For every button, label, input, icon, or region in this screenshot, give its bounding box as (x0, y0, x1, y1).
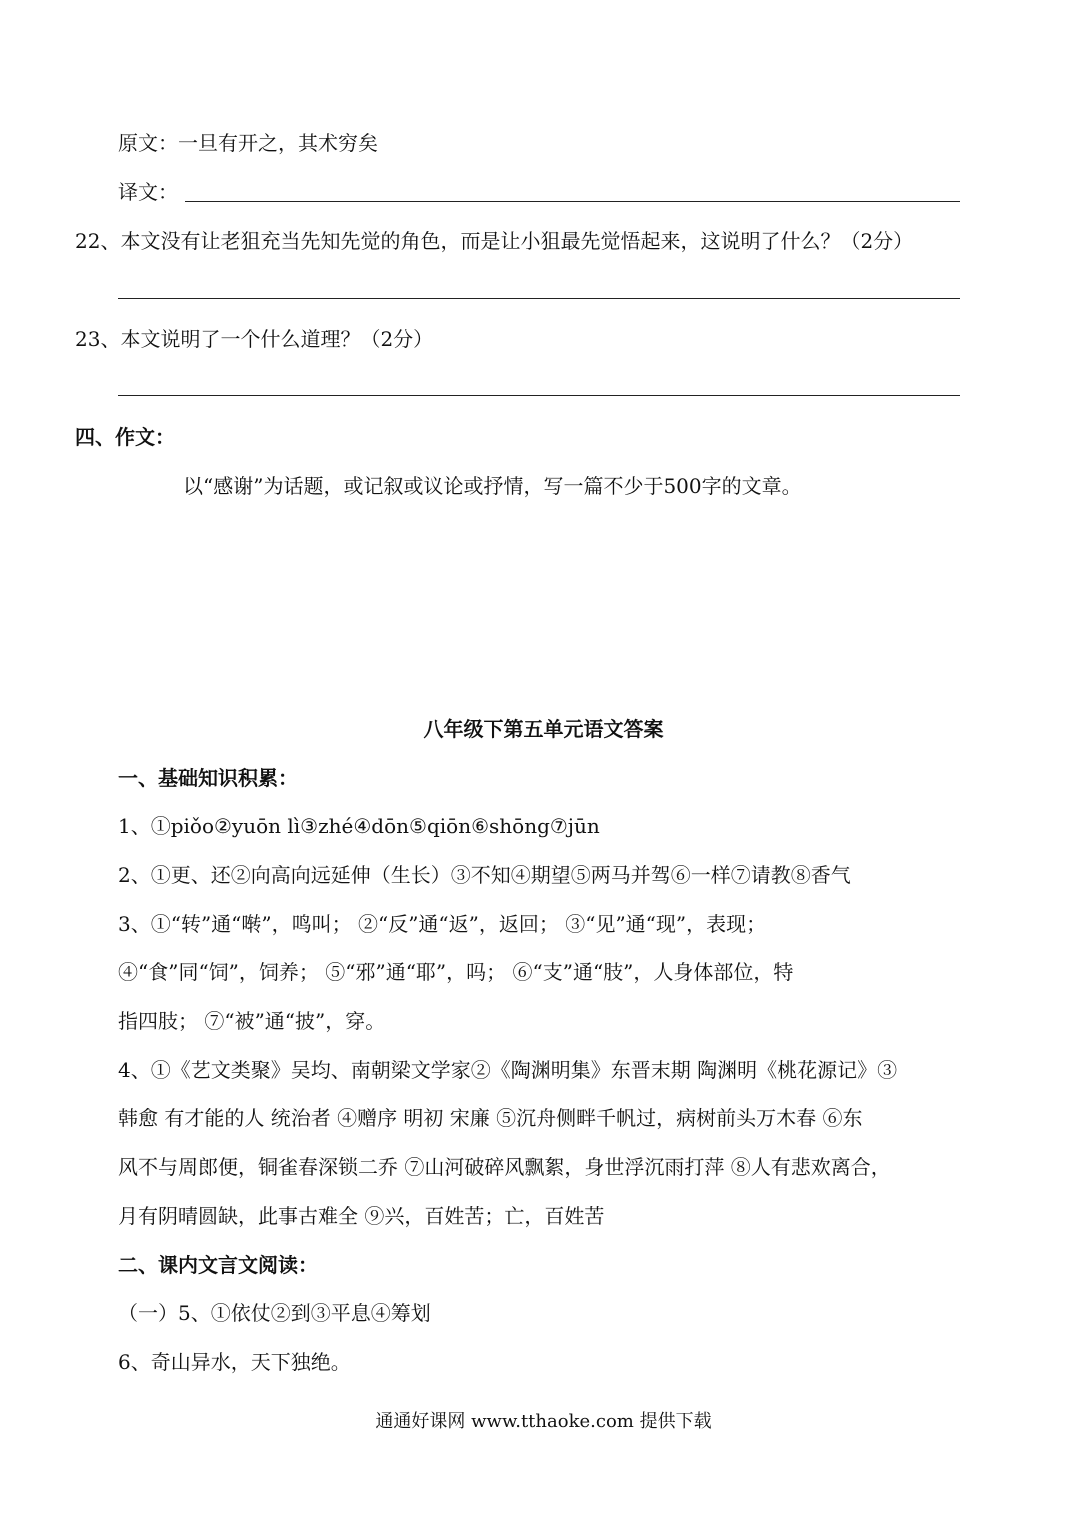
page-footer: 通通好课网 www.tthaoke.com 提供下载 (375, 1411, 712, 1432)
answer-line: 4、①《艺文类聚》吴均、南朝梁文学家②《陶渊明集》东晋末期 陶渊明《桃花源记》③ (118, 1058, 898, 1082)
answer-line: 韩愈 有才能的人 统治者 ④赠序 明初 宋廉 ⑤沉舟侧畔千帆过，病树前头万木春 ⑥东 (118, 1106, 863, 1130)
translation-answer-line (185, 201, 960, 202)
question-22: 22、本文没有让老狙充当先知先觉的角色，而是让小狙最先觉悟起来，这说明了什么？（2分） (75, 229, 914, 253)
answer-line: 2、①更、还②向高向远延伸（生长）③不知④期望⑤两马并驾⑥一样⑦请教⑧香气 (118, 863, 851, 887)
answer-line: 月有阴晴圆缺，此事古难全 ⑨兴，百姓苦；亡，百姓苦 (118, 1204, 605, 1228)
essay-prompt: 以“感谢”为话题，或记叙或议论或抒情，写一篇不少于500字的文章。 (183, 474, 802, 498)
section-4-heading: 四、作文： (75, 425, 175, 449)
answer-line: 3、①“转”通“啭”，鸣叫； ②“反”通“返”，返回； ③“见”通“现”，表现； (118, 912, 767, 936)
section-1-heading: 一、基础知识积累： (118, 766, 298, 790)
answer-line: 6、奇山异水，天下独绝。 (118, 1350, 351, 1374)
answer-line: 风不与周郎便，铜雀春深锁二乔 ⑦山河破碎风飘絮，身世浮沉雨打萍 ⑧人有悲欢离合， (118, 1155, 891, 1179)
section-2-heading: 二、课内文言文阅读： (118, 1253, 318, 1277)
question-23: 23、本文说明了一个什么道理？（2分） (75, 327, 434, 351)
answers-title: 八年级下第五单元语文答案 (423, 717, 664, 741)
answer-line: ④“食”同“饲”，饲养； ⑤“邪”通“耶”，吗； ⑥“支”通“肢”，人身体部位，特 (118, 960, 794, 984)
answer-line: （一）5、①依仗②到③平息④筹划 (118, 1301, 431, 1325)
answer-line-22 (118, 298, 960, 299)
answer-line: 1、①piǒo②yuōn lì③zhé④dōn⑤qiōn⑥shōng⑦jūn (118, 814, 600, 838)
translation-label: 译文： (118, 180, 178, 204)
answer-line: 指四肢； ⑦“被”通“披”，穿。 (118, 1009, 386, 1033)
original-text-line: 原文：一旦有开之，其术穷矣 (118, 131, 378, 155)
answer-line-23 (118, 395, 960, 396)
